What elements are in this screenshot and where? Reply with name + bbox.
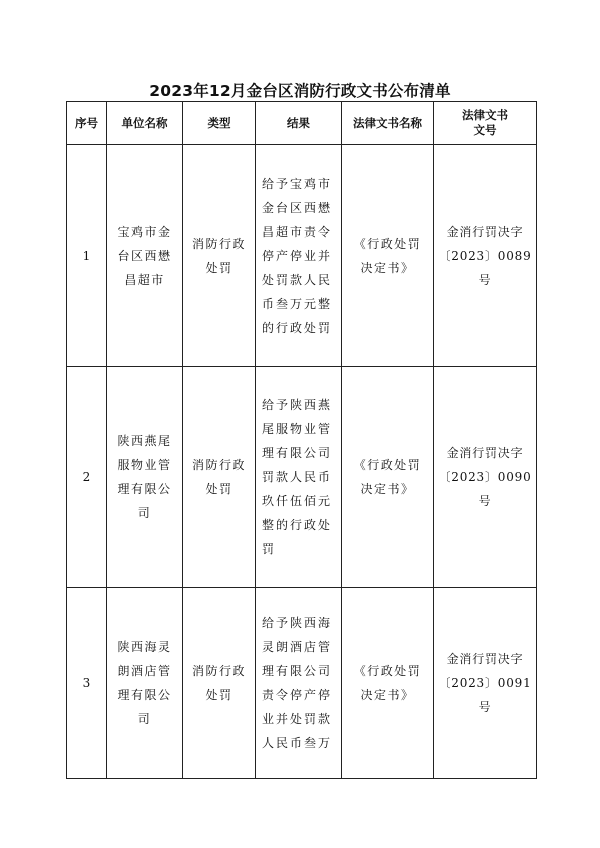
header-result: 结果 xyxy=(256,102,342,145)
cell-doc-no: 金消行罚决字 〔2023〕0090 号 xyxy=(434,367,537,588)
cell-result: 给予宝鸡市 金台区西懋 昌超市责令 停产停业并 处罚款人民 币叁万元整 的行政处罚 xyxy=(256,145,342,367)
table-row xyxy=(67,367,537,588)
cell-law-doc: 《行政处罚 决定书》 xyxy=(342,588,434,779)
document-table xyxy=(66,101,537,779)
cell-type: 消防行政 处罚 xyxy=(183,588,256,779)
header-type: 类型 xyxy=(183,102,256,145)
cell-type: 消防行政 处罚 xyxy=(183,367,256,588)
cell-type: 消防行政 处罚 xyxy=(183,145,256,367)
header-unit: 单位名称 xyxy=(107,102,183,145)
cell-result: 给予陕西海 灵朗酒店管 理有限公司 责令停产停 业并处罚款 人民币叁万 xyxy=(256,588,342,779)
cell-result: 给予陕西燕 尾服物业管 理有限公司 罚款人民币 玖仟伍佰元 整的行政处 罚 xyxy=(256,367,342,588)
cell-law-doc: 《行政处罚 决定书》 xyxy=(342,367,434,588)
table-header-row xyxy=(67,102,537,145)
cell-unit: 宝鸡市金 台区西懋 昌超市 xyxy=(107,145,183,367)
cell-seq: 3 xyxy=(67,588,107,779)
header-law-doc: 法律文书名称 xyxy=(342,102,434,145)
table-row xyxy=(67,145,537,367)
table-row xyxy=(67,588,537,779)
cell-doc-no: 金消行罚决字 〔2023〕0089 号 xyxy=(434,145,537,367)
cell-seq: 1 xyxy=(67,145,107,367)
cell-unit: 陕西海灵 朗酒店管 理有限公 司 xyxy=(107,588,183,779)
header-doc-no: 法律文书 文号 xyxy=(434,102,537,145)
cell-law-doc: 《行政处罚 决定书》 xyxy=(342,145,434,367)
cell-seq: 2 xyxy=(67,367,107,588)
page-title: 2023年12月金台区消防行政文书公布清单 xyxy=(149,82,451,100)
cell-doc-no: 金消行罚决字 〔2023〕0091 号 xyxy=(434,588,537,779)
cell-unit: 陕西燕尾 服物业管 理有限公 司 xyxy=(107,367,183,588)
header-seq: 序号 xyxy=(67,102,107,145)
